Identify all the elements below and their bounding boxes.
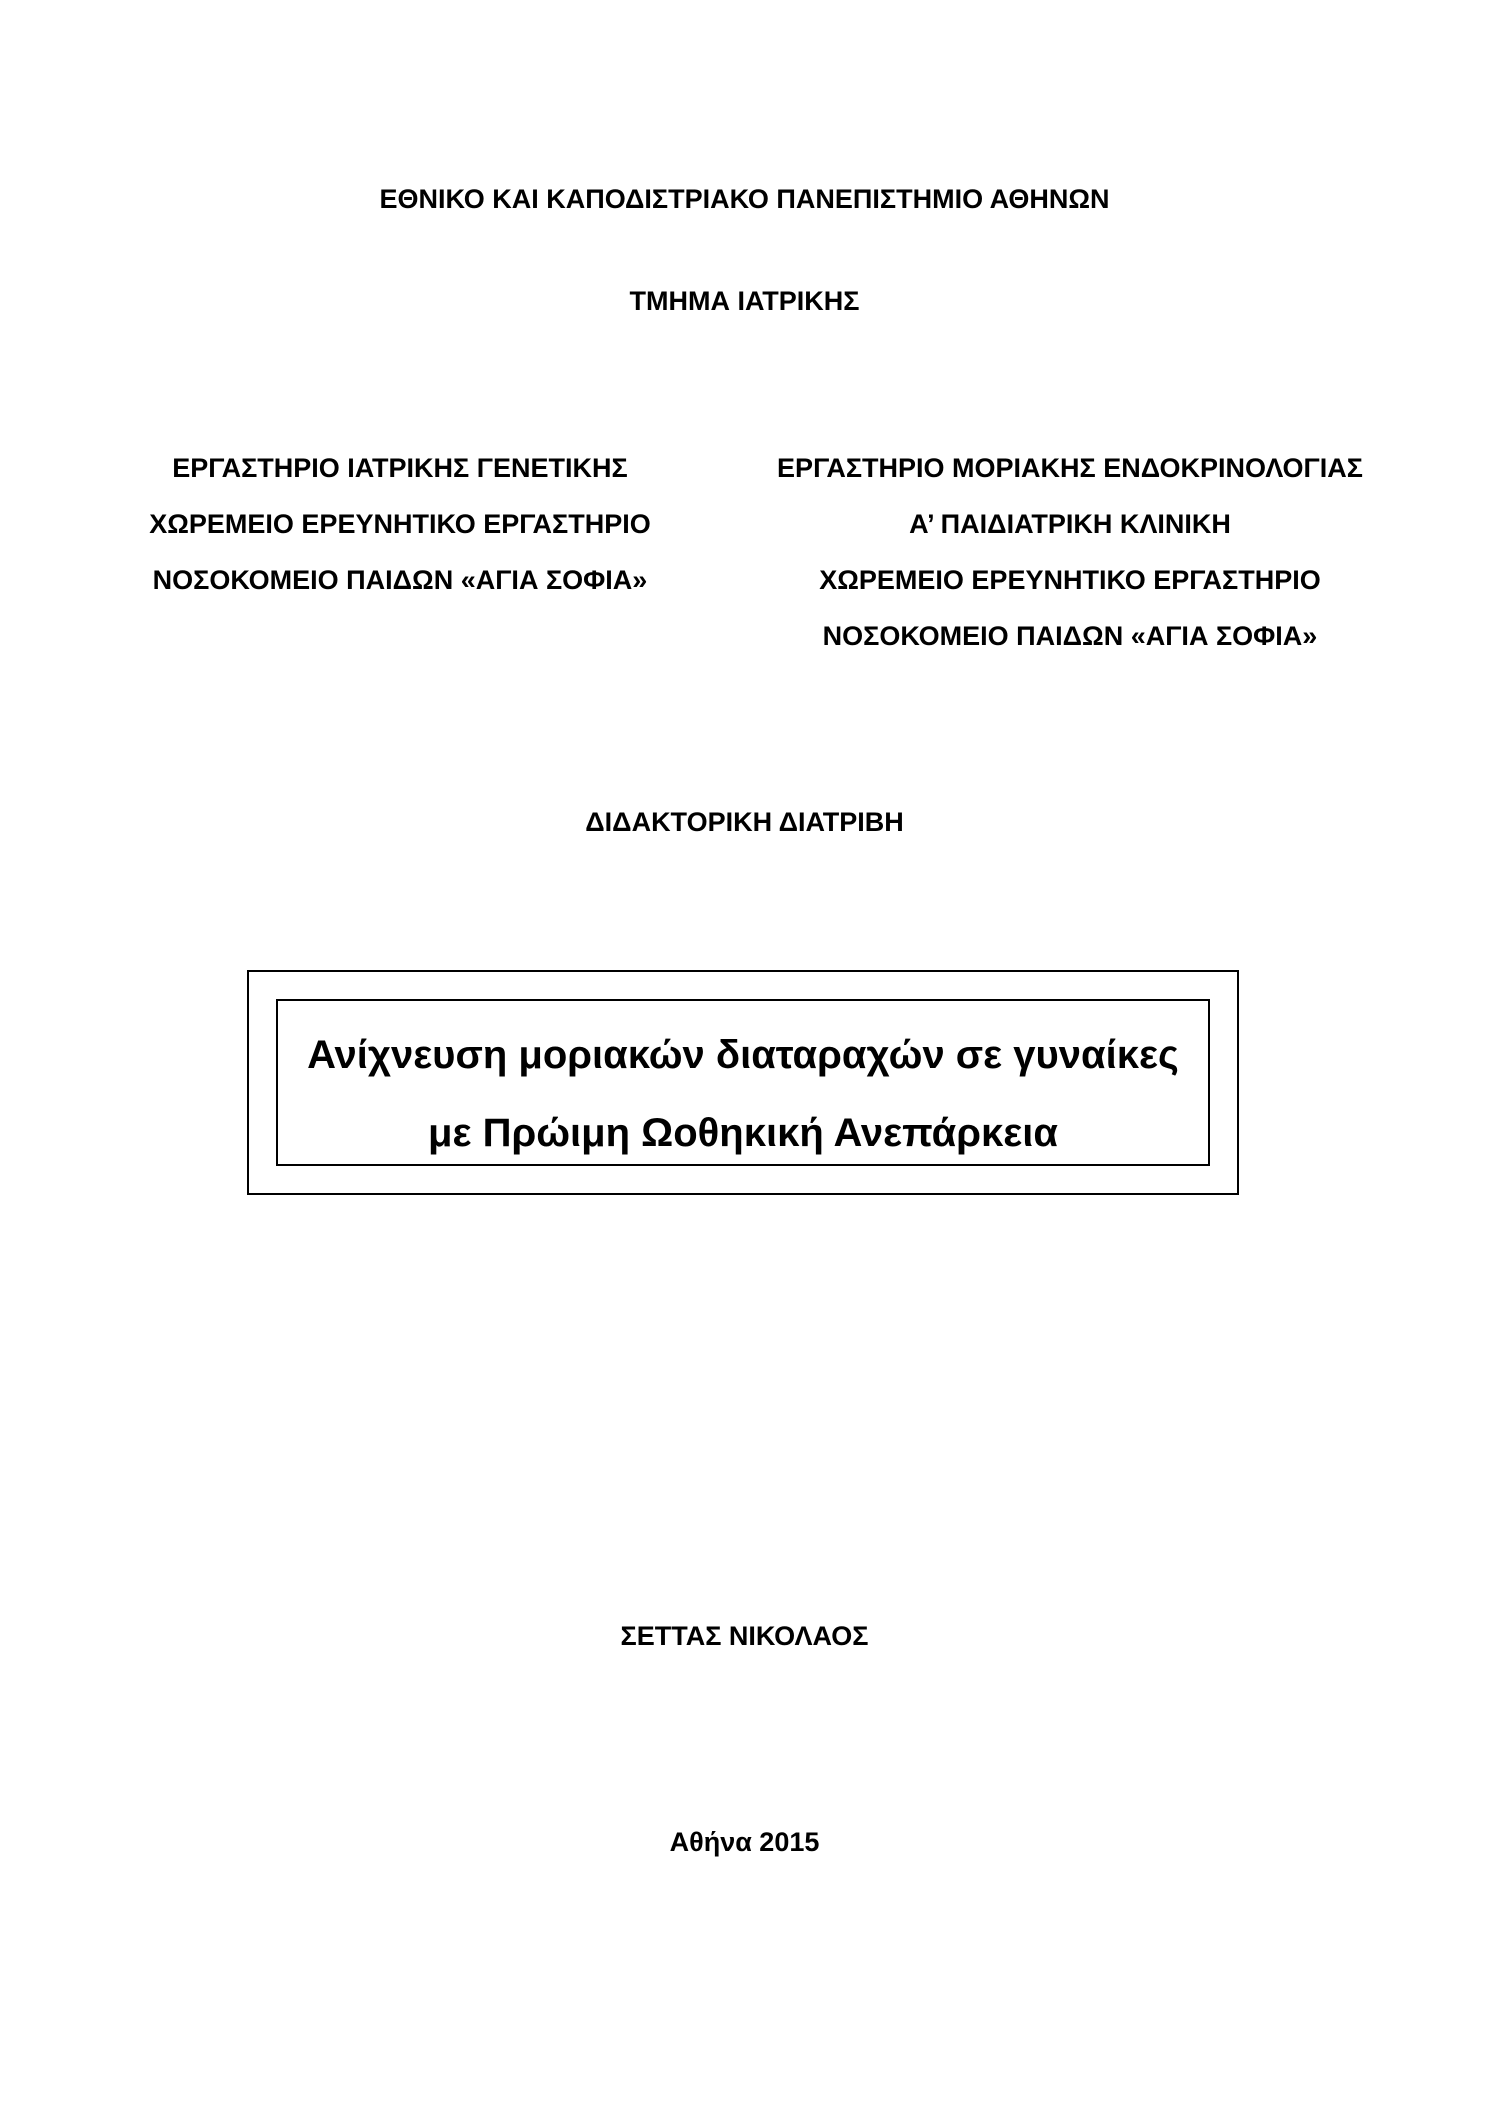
department-name: ΤΜΗΜΑ ΙΑΤΡΙΚΗΣ — [629, 286, 860, 316]
author-name: ΣΕΤΤΑΣ ΝΙΚΟΛΑΟΣ — [620, 1621, 869, 1651]
thesis-title-line-1: Ανίχνευση μοριακών διαταραχών σε γυναίκες — [307, 1033, 1179, 1077]
right-lab-line-1: ΕΡΓΑΣΤΗΡΙΟ ΜΟΡΙΑΚΗΣ ΕΝΔΟΚΡΙΝΟΛΟΓΙΑΣ — [777, 453, 1363, 483]
thesis-title-line-2: με Πρώιμη Ωοθηκική Ανεπάρκεια — [428, 1111, 1058, 1155]
left-lab-block — [100, 440, 700, 608]
right-lab-block — [720, 440, 1420, 664]
left-lab-line-1: ΕΡΓΑΣΤΗΡΙΟ ΙΑΤΡΙΚΗΣ ΓΕΝΕΤΙΚΗΣ — [172, 453, 628, 483]
document-type: ΔΙΔΑΚΤΟΡΙΚΗ ΔΙΑΤΡΙΒΗ — [585, 807, 904, 837]
right-lab-line-2: Α’ ΠΑΙΔΙΑΤΡΙΚΗ ΚΛΙΝΙΚΗ — [909, 509, 1231, 539]
right-lab-line-3: ΧΩΡΕΜΕΙΟ ΕΡΕΥΝΗΤΙΚΟ ΕΡΓΑΣΤΗΡΙΟ — [819, 565, 1321, 595]
university-name: ΕΘΝΙΚΟ ΚΑΙ ΚΑΠΟΔΙΣΤΡΙΑΚΟ ΠΑΝΕΠΙΣΤΗΜΙΟ ΑΘΗΝΩΝ — [379, 184, 1110, 214]
title-inner-frame — [276, 999, 1210, 1166]
left-lab-line-2: ΧΩΡΕΜΕΙΟ ΕΡΕΥΝΗΤΙΚΟ ΕΡΓΑΣΤΗΡΙΟ — [149, 509, 651, 539]
right-lab-line-4: ΝΟΣΟΚΟΜΕΙΟ ΠΑΙΔΩΝ «ΑΓΙΑ ΣΟΦΙΑ» — [822, 621, 1318, 651]
title-outer-frame — [247, 970, 1239, 1195]
left-lab-line-3: ΝΟΣΟΚΟΜΕΙΟ ΠΑΙΔΩΝ «ΑΓΙΑ ΣΟΦΙΑ» — [152, 565, 648, 595]
place-and-year: Αθήνα 2015 — [669, 1827, 820, 1857]
